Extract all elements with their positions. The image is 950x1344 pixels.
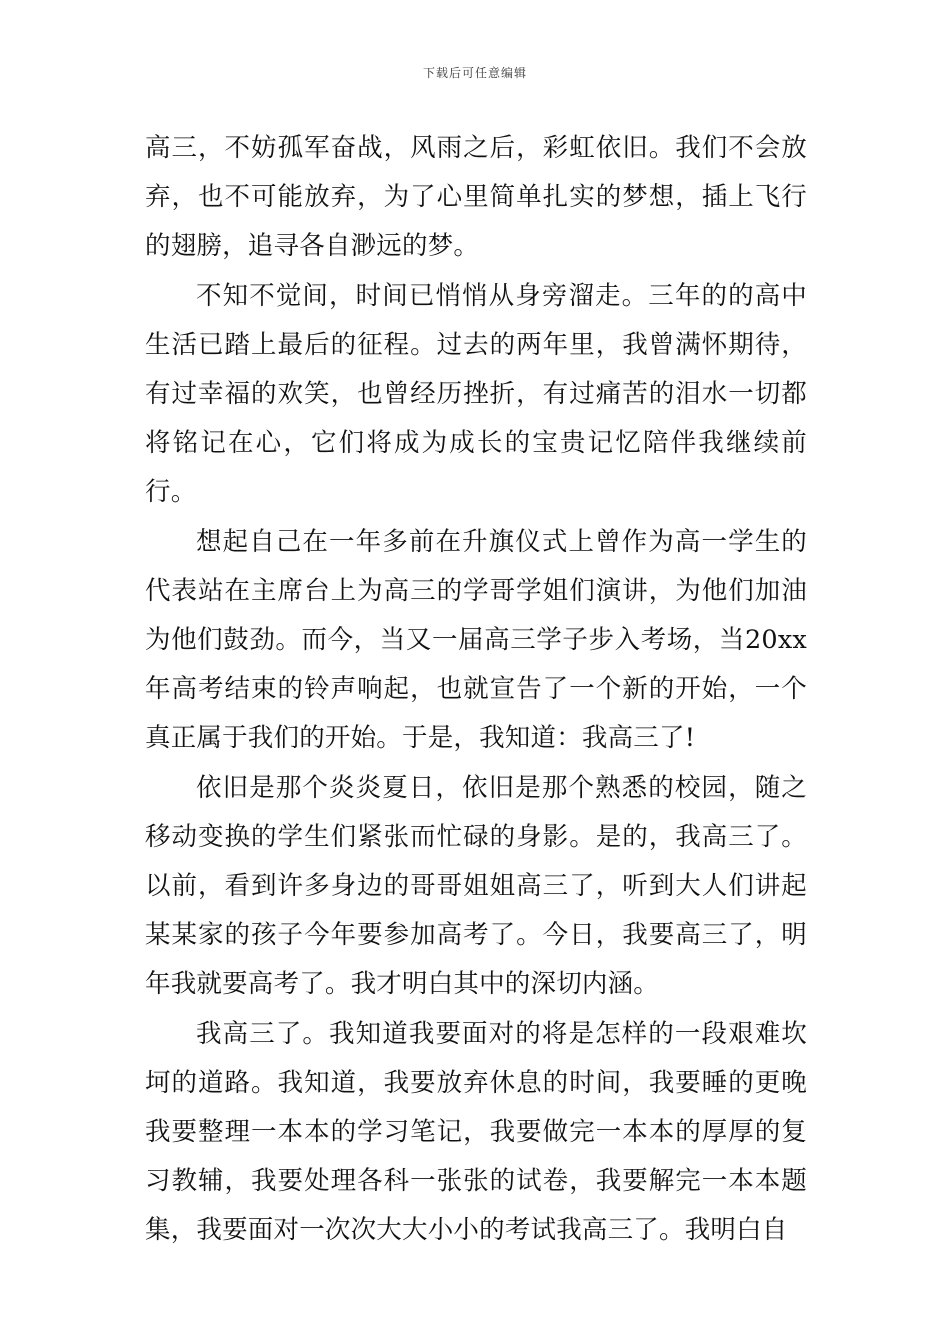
page-header: 下载后可任意编辑 [422, 66, 527, 80]
document-body [145, 124, 807, 1256]
paragraph-5: 我高三了。我知道我要面对的将是怎样的一段艰难坎坷的道路。我知道，我要放弃休息的时间，我要睡的更晚我要整理一本本的学习笔记，我要做完一本本的厚厚的复习教辅，我要处理各科一张张的试卷，我要解完一本本题集，我要面对一次次大大小小的考试我高三了。我明白自 [145, 1018, 807, 1246]
paragraph-4: 依旧是那个炎炎夏日，依旧是那个熟悉的校园，随之移动变换的学生们紧张而忙碌的身影。是的，我高三了。以前，看到许多身边的哥哥姐姐高三了，听到大人们讲起某某家的孩子今年要参加高考了。今日，我要高三了，明年我就要高考了。我才明白其中的深切内涵。 [145, 772, 807, 1000]
paragraph-2: 不知不觉间，时间已悄悄从身旁溜走。三年的的高中生活已踏上最后的征程。过去的两年里，我曾满怀期待，有过幸福的欢笑，也曾经历挫折，有过痛苦的泪水一切都将铭记在心，它们将成为成长的宝贵记忆陪伴我继续前行。 [145, 280, 807, 508]
paragraph-3: 想起自己在一年多前在升旗仪式上曾作为高一学生的代表站在主席台上为高三的学哥学姐们演讲，为他们加油为他们鼓劲。而今，当又一届高三学子步入考场，当20xx年高考结束的铃声响起，也就宣告了一个新的开始，一个真正属于我们的开始。于是，我知道：我高三了! [145, 526, 807, 754]
paragraph-1: 高三，不妨孤军奋战，风雨之后，彩虹依旧。我们不会放弃，也不可能放弃，为了心里简单扎实的梦想，插上飞行的翅膀，追寻各自渺远的梦。 [145, 133, 807, 262]
